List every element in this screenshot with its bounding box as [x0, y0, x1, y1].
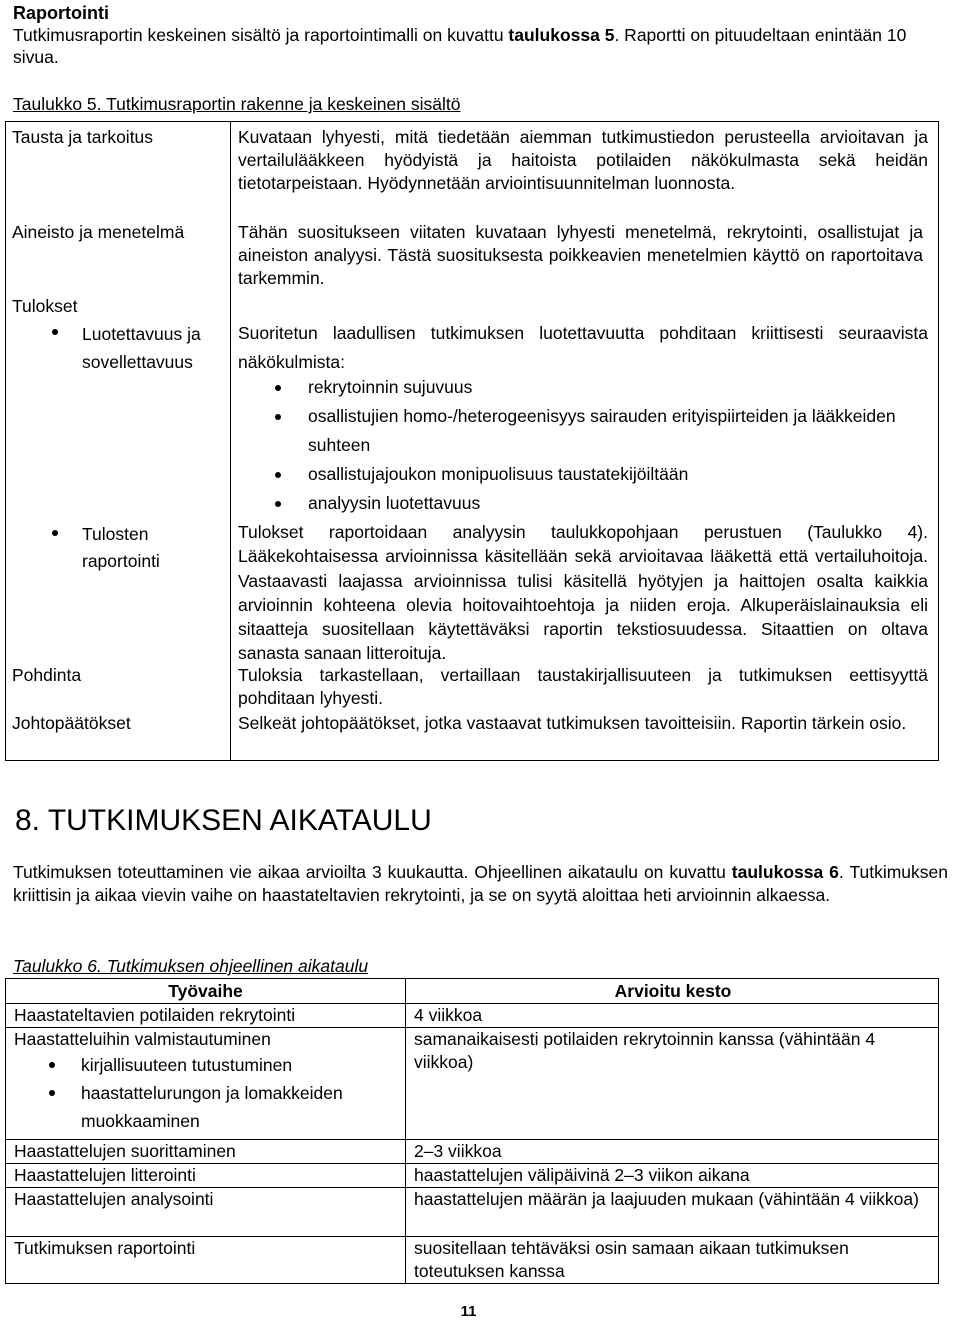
- table5-bullet-list: [238, 373, 928, 518]
- intro-text-end: . Raportti on pituudeltaan enintään 10 sivua.: [13, 25, 907, 67]
- table5-row-content: Tulokset raportoidaan analyysin taulukkopohjaan perustuen (Taulukko 4). Lääkekohtaisessa arvioinnissa käsitellään sekä arvioitavaa lääkettä että vertailuhoitoja. Vastaavasti laajassa arvioinnissa tulisi käsitellä hyötyjen ja haittojen osalta kaikkia arvioinnin kohteena olevia hoitovaihtoehtoja ja niiden eroja. Alkuperäislainauksia eli sitaatteja suositellaan käytettäväksi raportin tekstiosuudessa. Sitaattien on oltava sanasta sanaan litteroituja.: [238, 522, 928, 664]
- intro-paragraph: [13, 24, 953, 68]
- bullet-item: osallistujajoukon monipuolisuus taustatekijöiltään: [238, 460, 928, 489]
- table5-row-label: Pohdinta: [12, 665, 82, 685]
- table5-caption-label: Taulukko 5.: [13, 94, 102, 114]
- table6-caption-label: Taulukko 6.: [13, 956, 102, 976]
- table6-row-value: 4 viikkoa: [414, 1005, 483, 1025]
- intro-text: Tutkimusraportin keskeinen sisältö ja raportointimalli on kuvattu: [13, 25, 509, 45]
- table5-row-label: Tausta ja tarkoitus: [12, 127, 154, 147]
- table5: [5, 121, 939, 761]
- table5-bullet-label: Tulosten raportointi: [82, 524, 160, 571]
- bullet-item: rekrytoinnin sujuvuus: [238, 373, 928, 402]
- chapter-bold-ref: taulukossa 6: [731, 862, 839, 882]
- table6-row-value: samanaikaisesti potilaiden rekrytoinnin kanssa (vähintään 4 viikkoa): [414, 1029, 876, 1072]
- table6-row-label: Haastateltavien potilaiden rekrytointi: [14, 1005, 296, 1025]
- table5-bullet-item: [12, 521, 212, 575]
- chapter-text-end: . Tutkimuksen kriittisin ja aikaa vievin vaihe on haastateltavien rekrytointi, ja se on syytä aloittaa heti arvioinnin alkaessa.: [13, 862, 948, 905]
- table5-row-content: Selkeät johtopäätökset, jotka vastaavat tutkimuksen tavoitteisiin. Raportin tärkein osio.: [238, 713, 907, 733]
- table5-row-content: Suoritetun laadullisen tutkimuksen luotettavuutta pohditaan kriittisesti seuraavista näkökulmista:: [238, 323, 928, 372]
- table6-caption-text: Tutkimuksen ohjeellinen aikataulu: [101, 956, 369, 976]
- table5-row-label: Aineisto ja menetelmä: [12, 222, 185, 242]
- section-title: Raportointi: [13, 3, 109, 23]
- table5-row-label-bullet: [12, 320, 212, 376]
- table6-header-left: Työvaihe: [168, 981, 243, 1001]
- table6-row-value: haastattelujen määrän ja laajuuden mukaan (vähintään 4 viikkoa): [414, 1189, 919, 1209]
- table6-row-label: Haastattelujen litterointi: [14, 1165, 196, 1185]
- table6-header-right: Arvioitu kesto: [614, 981, 732, 1001]
- chapter-heading: 8. TUTKIMUKSEN AIKATAULU: [15, 804, 432, 837]
- table6-row-value: haastattelujen välipäivinä 2–3 viikon aikana: [414, 1165, 750, 1185]
- table5-row-content: Tähän suositukseen viitaten kuvataan lyhyesti menetelmä, rekrytointi, osallistujat ja aineiston analyysi. Tästä suosituksesta poikkeavien menetelmien käyttö on raportoitava tarkemmin.: [238, 222, 923, 288]
- table6-caption: [13, 955, 368, 977]
- table6-row-label: Haastattelujen analysointi: [14, 1189, 214, 1209]
- table5-row-content: Tuloksia tarkastellaan, vertaillaan taustakirjallisuuteen ja tutkimuksen eettisyyttä pohditaan lyhyesti.: [238, 665, 928, 708]
- table6-row-label: Haastattelujen suorittaminen: [14, 1141, 236, 1161]
- table6-row-label: Tutkimuksen raportointi: [14, 1238, 196, 1258]
- page-number: 11: [460, 1303, 477, 1320]
- table6-column-divider: [405, 979, 406, 1283]
- table5-column-divider: [230, 122, 231, 760]
- chapter-text: Tutkimuksen toteuttaminen vie aikaa arvioilta 3 kuukautta. Ohjeellinen aikataulu on kuvattu: [13, 862, 732, 882]
- table5-bullet-label: Luotettavuus ja sovellettavuus: [82, 324, 201, 372]
- table5-row-label-bullet: [12, 521, 212, 575]
- table6-row-label: [14, 1028, 399, 1135]
- table6-row-value: suositellaan tehtäväksi osin samaan aikaan tutkimuksen toteutuksen kanssa: [414, 1238, 849, 1281]
- table6-bullet-item: haastattelurungon ja lomakkeiden muokkaaminen: [6, 1079, 371, 1135]
- table5-caption-text: Tutkimusraportin rakenne ja keskeinen sisältö: [101, 94, 461, 114]
- table5-row-label: Johtopäätökset: [12, 713, 131, 733]
- table5-row-label: Tulokset: [12, 296, 78, 316]
- chapter-paragraph: [13, 861, 948, 907]
- table5-bullet-item: [12, 320, 212, 376]
- table6-row-value: 2–3 viikkoa: [414, 1141, 502, 1161]
- table6-row-label-text: Haastatteluihin valmistautuminen: [14, 1029, 271, 1049]
- table5-caption: [13, 93, 460, 115]
- intro-bold-ref: taulukossa 5: [508, 25, 615, 45]
- bullet-item: osallistujien homo-/heterogeenisyys sairauden erityispiirteiden ja lääkkeiden suhteen: [238, 402, 928, 460]
- table6: [5, 978, 939, 1284]
- bullet-item: analyysin luotettavuus: [238, 489, 928, 518]
- table5-row-content: Kuvataan lyhyesti, mitä tiedetään aiemman tutkimustiedon perusteella arvioitavan ja vertailulääkkeen hyödyistä ja haitoista potilaiden näkökulmasta sekä heidän tietotarpeistaan. Hyödynnetään arviointisuunnitelman luonnosta.: [238, 127, 928, 193]
- table6-bullet-item: kirjallisuuteen tutustuminen: [6, 1051, 399, 1079]
